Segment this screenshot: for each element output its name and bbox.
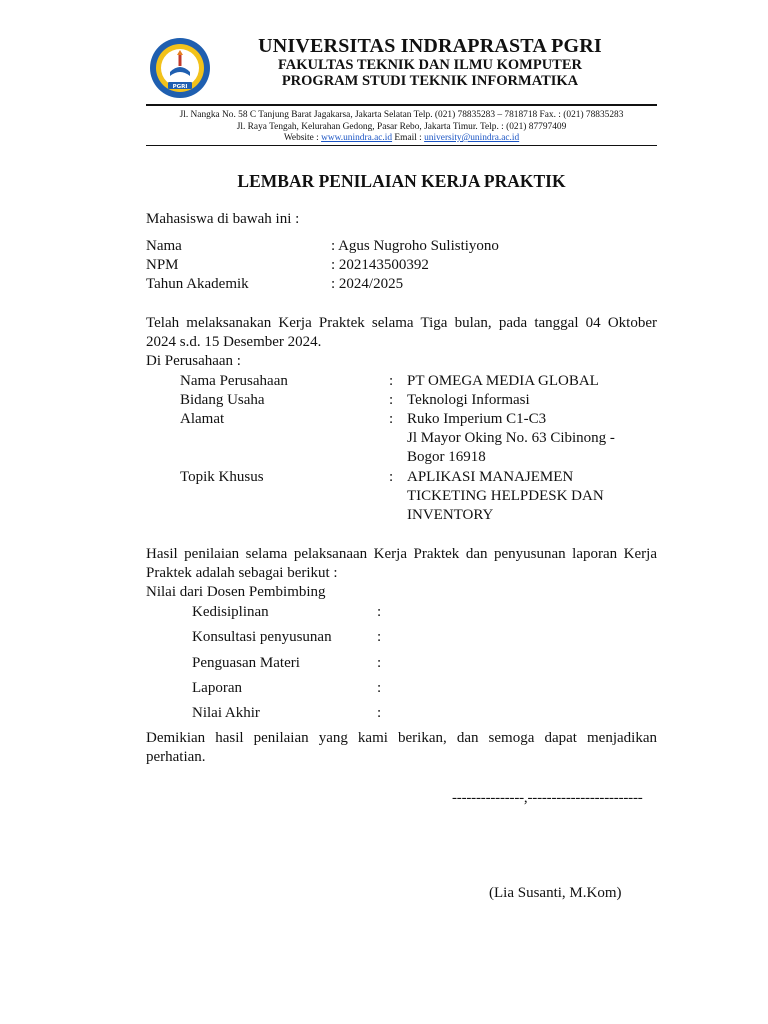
university-logo [148, 36, 212, 100]
result-line-1: Hasil penilaian selama pelaksanaan Kerja Praktek dan penyusunan laporan Kerja [146, 546, 657, 562]
topic-label: Topik Khusus [180, 469, 264, 485]
grade-discipline-colon: : [377, 604, 382, 620]
contact-line [140, 132, 663, 144]
date-placeholder: ---------------,------------------------ [452, 790, 643, 806]
header-divider-bottom [146, 145, 657, 146]
business-field-label: Bidang Usaha [180, 392, 265, 408]
topic-value-line-3: INVENTORY [407, 507, 494, 523]
address-line-2: Jl. Raya Tengah, Kelurahan Gedong, Pasar Rebo, Jakarta Timur. Telp. : (021) 87797409 [236, 122, 567, 132]
company-name-value: PT OMEGA MEDIA GLOBAL [407, 373, 599, 389]
signatory-name: (Lia Susanti, M.Kom) [489, 885, 622, 901]
closing-line-1: Demikian hasil penilaian yang kami berikan, dan semoga dapat menjadikan [146, 730, 657, 746]
student-name-value: : Agus Nugroho Sulistiyono [331, 238, 499, 254]
statement-line-2: 2024 s.d. 15 Desember 2024. [146, 334, 322, 350]
grade-discipline-label: Kedisiplinan [192, 604, 269, 620]
grade-consultation-label: Konsultasi penyusunan [192, 629, 332, 645]
student-npm-label: NPM [146, 257, 179, 273]
grade-consultation-colon: : [377, 629, 382, 645]
header-divider-top [146, 104, 657, 106]
academic-year-value: : 2024/2025 [331, 276, 404, 292]
faculty-name: FAKULTAS TEKNIK DAN ILMU KOMPUTER [278, 57, 582, 73]
company-intro: Di Perusahaan : [146, 353, 241, 369]
academic-year-label: Tahun Akademik [146, 276, 249, 292]
grades-title: Nilai dari Dosen Pembimbing [146, 584, 326, 600]
topic-colon: : [389, 469, 394, 485]
grade-report-label: Laporan [192, 680, 242, 696]
program-name: PROGRAM STUDI TEKNIK INFORMATIKA [281, 73, 579, 89]
address-value-line-3: Bogor 16918 [407, 449, 486, 465]
grade-mastery-label: Penguasan Materi [192, 655, 300, 671]
website-link[interactable]: www.unindra.ac.id [321, 133, 393, 143]
company-name-colon: : [389, 373, 394, 389]
result-line-2: Praktek adalah sebagai berikut : [146, 565, 338, 581]
business-field-colon: : [389, 392, 394, 408]
address-line-1: Jl. Nangka No. 58 C Tanjung Barat Jagakarsa, Jakarta Selatan Telp. (021) 78835283 – 7818718 Fax. : (021) 78835283 [179, 110, 624, 120]
topic-value-line-2: TICKETING HELPDESK DAN [407, 488, 604, 504]
logo-text: PGRI [172, 83, 188, 90]
closing-line-2: perhatian. [146, 749, 206, 765]
topic-value-line-1: APLIKASI MANAJEMEN [407, 469, 574, 485]
grade-final-label: Nilai Akhir [192, 705, 260, 721]
grade-mastery-colon: : [377, 655, 382, 671]
website-label: Website : [283, 133, 322, 143]
address-value-line-2: Jl Mayor Oking No. 63 Cibinong - [407, 430, 615, 446]
statement-line-1: Telah melaksanakan Kerja Praktek selama Tiga bulan, pada tanggal 04 Oktober [146, 315, 657, 331]
university-name: UNIVERSITAS INDRAPRASTA PGRI [258, 35, 602, 57]
address-colon: : [389, 411, 394, 427]
address-label: Alamat [180, 411, 225, 427]
grade-report-colon: : [377, 680, 382, 696]
address-value-line-1: Ruko Imperium C1-C3 [407, 411, 547, 427]
email-link[interactable]: university@unindra.ac.id [424, 133, 520, 143]
student-npm-value: : 202143500392 [331, 257, 429, 273]
company-name-label: Nama Perusahaan [180, 373, 288, 389]
document-title: LEMBAR PENILAIAN KERJA PRAKTIK [237, 171, 566, 191]
grade-final-colon: : [377, 705, 382, 721]
intro-text: Mahasiswa di bawah ini : [146, 211, 300, 227]
business-field-value: Teknologi Informasi [407, 392, 530, 408]
student-name-label: Nama [146, 238, 182, 254]
email-label: Email : [392, 133, 425, 143]
